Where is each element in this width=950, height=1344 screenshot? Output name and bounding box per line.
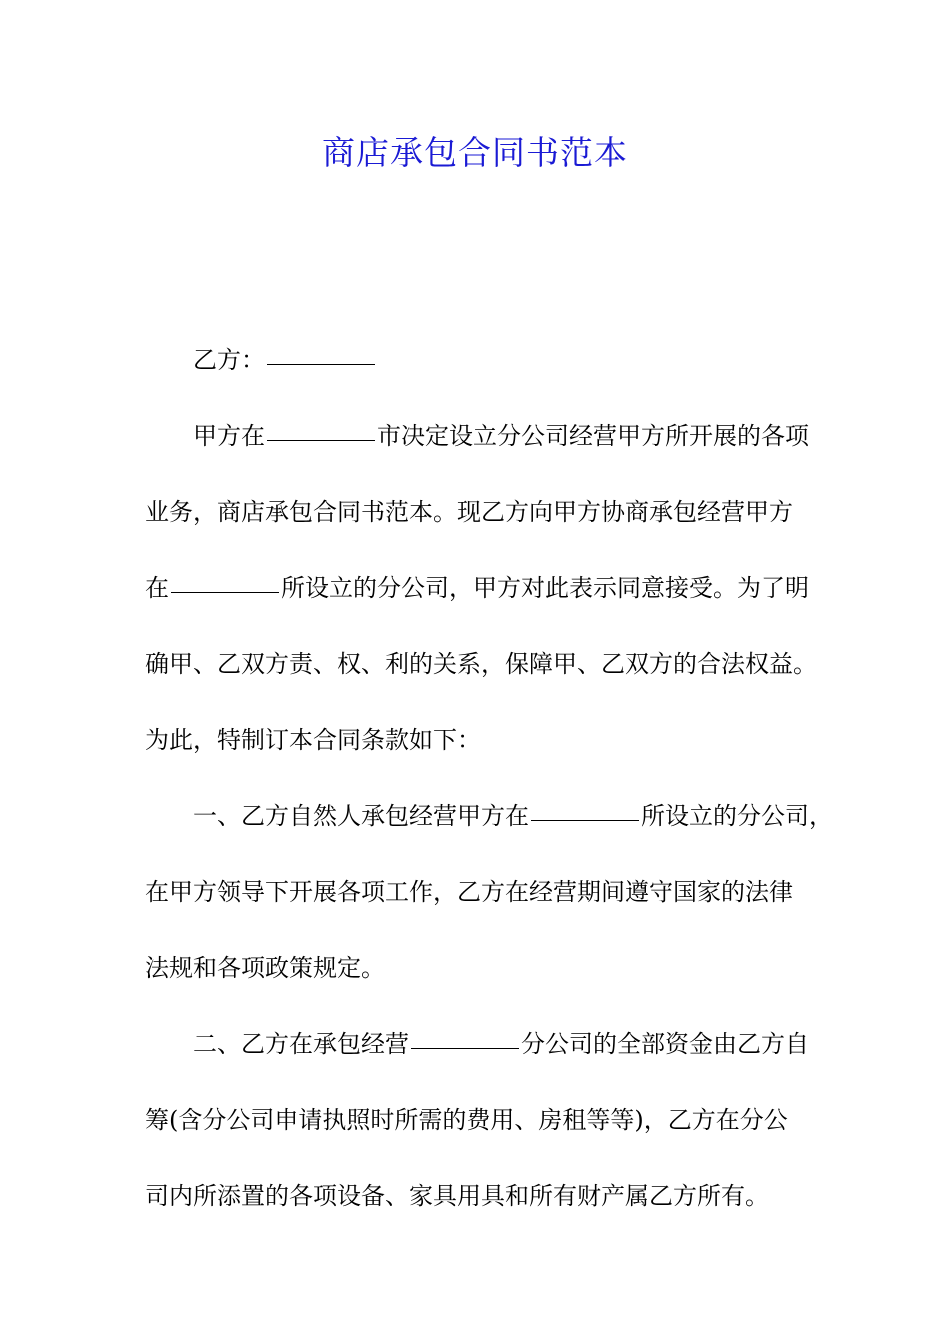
city-blank (267, 439, 375, 441)
intro-line-1-start: 甲方在 (193, 422, 265, 450)
clause-two-line-2: 筹(含分公司申请执照时所需的费用、房租等等)，乙方在分公 (145, 1106, 788, 1134)
intro-line-2: 业务，商店承包合同书范本。现乙方向甲方协商承包经营甲方 (145, 498, 793, 526)
clause-two-line-1 (145, 1006, 825, 1082)
intro-line-4: 确甲、乙双方责、权、利的关系，保障甲、乙双方的合法权益。 (145, 650, 817, 678)
clause-one-line-3: 法规和各项政策规定。 (145, 954, 385, 982)
clause-two-blank (411, 1047, 519, 1049)
document-title: 商店承包合同书范本 (322, 133, 628, 172)
clause-two-line-1-start: 二、乙方在承包经营 (193, 1030, 409, 1058)
intro-line-3 (145, 550, 825, 626)
intro-paragraph (145, 398, 825, 778)
clause-one (145, 778, 833, 1006)
clause-two-line-3: 司内所添置的各项设备、家具用具和所有财产属乙方所有。 (145, 1182, 769, 1210)
party-b-label: 乙方： (193, 346, 265, 374)
clause-one-line-1-end: 所设立的分公司， (641, 802, 833, 830)
clause-one-line-1 (145, 778, 833, 854)
intro-line-1 (145, 398, 825, 474)
party-b-blank (267, 363, 375, 365)
document-body (145, 322, 833, 1234)
clause-one-line-2: 在甲方领导下开展各项工作，乙方在经营期间遵守国家的法律 (145, 878, 793, 906)
intro-line-5: 为此，特制订本合同条款如下： (145, 726, 481, 754)
intro-line-3-end: 所设立的分公司，甲方对此表示同意接受。为了明 (281, 574, 809, 602)
intro-line-1-end: 市决定设立分公司经营甲方所开展的各项 (377, 422, 809, 450)
party-b-line (145, 322, 825, 398)
location-blank (171, 591, 279, 593)
clause-two (145, 1006, 825, 1234)
clause-one-blank (531, 819, 639, 821)
clause-one-line-1-start: 一、乙方自然人承包经营甲方在 (193, 802, 529, 830)
clause-two-line-1-end: 分公司的全部资金由乙方自 (521, 1030, 809, 1058)
intro-line-3-start: 在 (145, 574, 169, 602)
